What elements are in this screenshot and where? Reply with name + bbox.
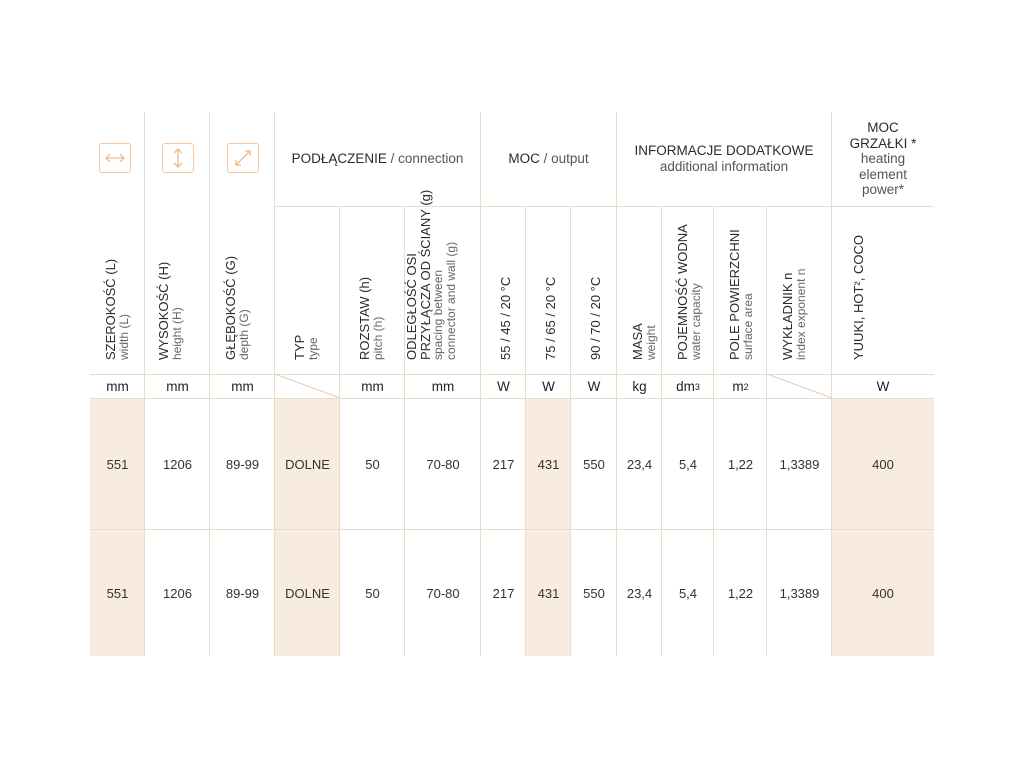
table-cell: 551 — [106, 456, 129, 472]
column-label: ROZSTAW (h) — [357, 276, 372, 360]
table-cell: 1,22 — [727, 585, 754, 601]
table-cell: DOLNE — [285, 456, 330, 472]
table-cell: 431 — [537, 456, 560, 472]
column-label: PRZYŁĄCZA OD ŚCIANY (g) — [417, 189, 433, 360]
table-cell: 1206 — [163, 456, 192, 472]
column-header-7 — [526, 207, 571, 374]
unit-cell: m 2 — [732, 379, 749, 394]
table-cell: 217 — [492, 585, 515, 601]
table-cell: 70-80 — [426, 585, 460, 601]
output-header: MOC / output — [508, 151, 589, 166]
column-label-en: water capacity — [688, 283, 703, 360]
column-header-10 — [662, 207, 714, 374]
table-cell: 551 — [106, 585, 129, 601]
heating-element-header: MOC GRZAŁKI * heating element power* — [849, 120, 917, 198]
column-label: 75 / 65 / 20 °C — [543, 276, 558, 360]
unit-cell: W — [587, 379, 601, 394]
table-cell: 400 — [872, 585, 894, 601]
column-label: WYKŁADNIK n — [780, 272, 795, 360]
column-label-en: pitch (h) — [370, 316, 385, 360]
table-cell: 1,22 — [727, 456, 754, 472]
unit-cell: W — [876, 379, 890, 394]
column-label: SZEROKOŚĆ (L) — [103, 258, 118, 360]
column-label-en: type — [305, 337, 320, 360]
table-cell: 1206 — [163, 585, 192, 601]
specification-table — [90, 112, 934, 656]
unit-cell — [275, 375, 340, 398]
unit-cell: mm — [231, 379, 254, 394]
additional-info-header: INFORMACJE DODATKOWE additional information — [634, 143, 814, 174]
unit-cell: mm — [166, 379, 189, 394]
table-cell: 89-99 — [225, 585, 260, 601]
column-header-2 — [210, 112, 275, 374]
table-cell: 23,4 — [626, 585, 653, 601]
column-header-3 — [275, 207, 340, 374]
column-header-1 — [145, 112, 210, 374]
column-header-0 — [90, 112, 145, 374]
column-header-9 — [617, 207, 662, 374]
connection-header: PODŁĄCZENIE / connection — [291, 151, 464, 166]
table-cell: 23,4 — [626, 456, 653, 472]
column-label: POJEMNOŚĆ WODNA — [675, 224, 690, 360]
column-header-13 — [832, 207, 934, 374]
unit-cell: W — [497, 379, 510, 394]
column-label-en: weight — [643, 325, 658, 360]
table-cell: 400 — [872, 456, 894, 472]
column-label: 55 / 45 / 20 °C — [498, 276, 513, 360]
column-label: 90 / 70 / 20 °C — [588, 276, 603, 360]
table-cell: 50 — [365, 456, 380, 472]
unit-cell: mm — [361, 379, 384, 394]
column-header-11 — [714, 207, 767, 374]
column-header-8 — [571, 207, 617, 374]
unit-cell: dm 3 — [676, 379, 700, 394]
table-cell: 431 — [537, 585, 560, 601]
column-label: TYP — [292, 334, 307, 360]
table-cell: 70-80 — [426, 456, 460, 472]
column-label: MASA — [630, 323, 645, 360]
column-label: POLE POWIERZCHNI — [727, 229, 742, 360]
column-header-12 — [767, 207, 832, 374]
column-label-en: surface area — [740, 293, 755, 360]
column-label: WYSOKOŚĆ (H) — [156, 261, 171, 360]
column-label-en: height (H) — [169, 307, 184, 360]
column-label: ODLEGŁOŚĆ OSI — [404, 253, 419, 360]
unit-cell: mm — [431, 379, 455, 394]
table-cell: 1,3389 — [779, 456, 820, 472]
table-cell: 89-99 — [225, 456, 260, 472]
column-header-6 — [481, 207, 526, 374]
column-label: YUUKI, HOT², COCO — [851, 235, 866, 360]
column-label-en: spacing between — [431, 269, 445, 360]
column-header-4 — [340, 207, 405, 374]
column-header-5 — [404, 189, 481, 374]
column-label-en: connector and wall (g) — [443, 241, 458, 360]
unit-cell: W — [542, 379, 555, 394]
table-cell: 5,4 — [678, 456, 698, 472]
table-cell: 217 — [492, 456, 515, 472]
table-cell: 550 — [583, 585, 605, 601]
unit-cell — [767, 375, 832, 398]
table-cell: 550 — [583, 456, 605, 472]
column-label-en: depth (G) — [236, 309, 251, 360]
unit-cell: mm — [106, 379, 129, 394]
column-label: GŁĘBOKOŚĆ (G) — [223, 255, 238, 360]
table-cell: 50 — [365, 585, 380, 601]
table-cell: 5,4 — [678, 585, 698, 601]
table-cell: 1,3389 — [779, 585, 820, 601]
column-label-en: width (L) — [116, 313, 131, 360]
column-label-en: index exponent n — [793, 268, 808, 360]
table-cell: DOLNE — [285, 585, 330, 601]
unit-cell: kg — [632, 379, 647, 394]
